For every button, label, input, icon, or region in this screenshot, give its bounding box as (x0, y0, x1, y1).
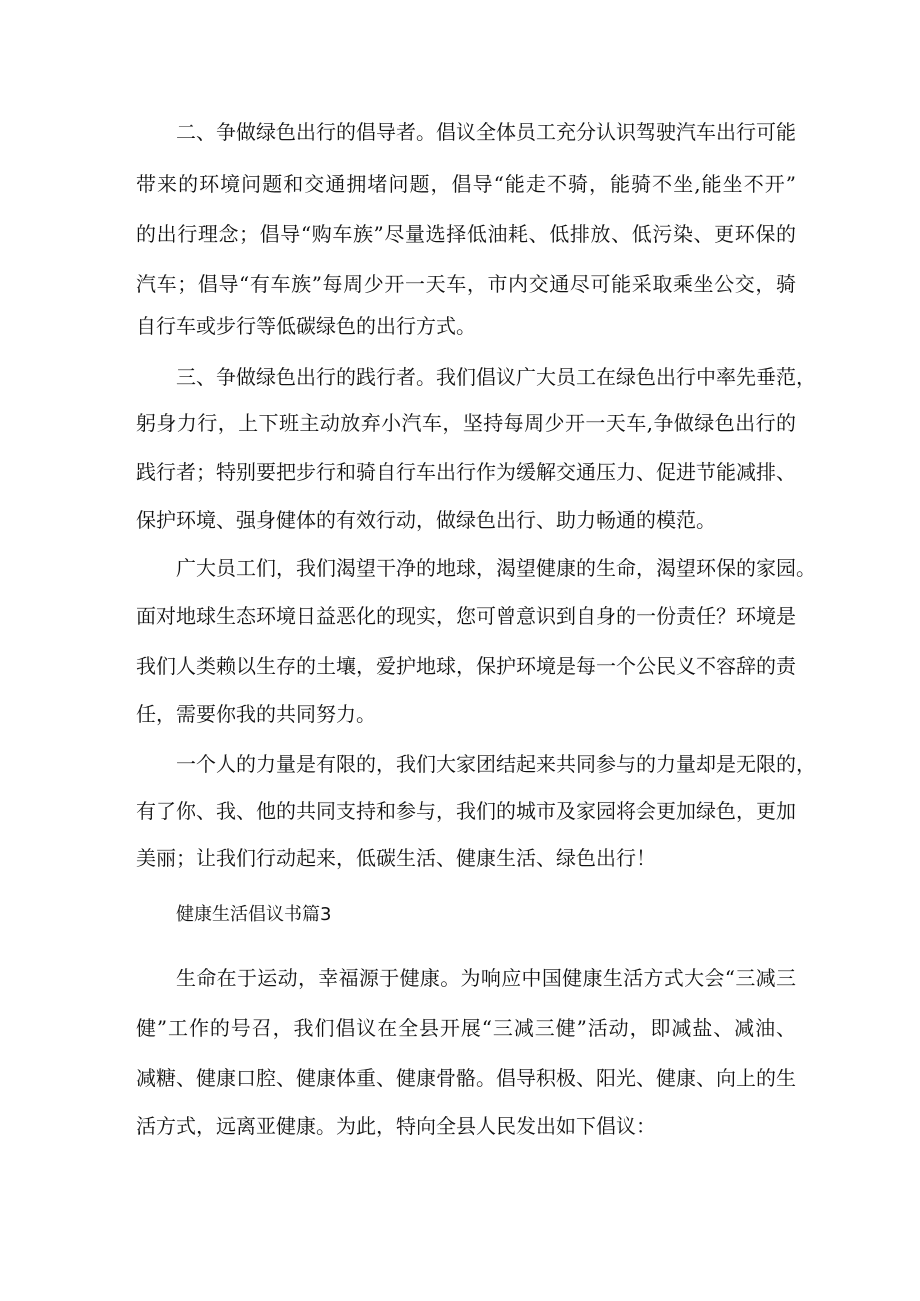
paragraph-line: 带来的环境问题和交通拥堵问题，倡导“能走不骑，能骑不坐,能坐不开” (136, 172, 796, 196)
paragraph-line: 我们人类赖以生存的土壤，爱护地球，保护环境是每一个公民义不容辞的责 (136, 654, 796, 678)
paragraph-line: 躬身力行，上下班主动放弃小汽车，坚持每周少开一天车,争做绿色出行的 (136, 411, 796, 435)
paragraph-line: 一个人的力量是有限的，我们大家团结起来共同参与的力量却是无限的， (176, 752, 816, 776)
paragraph-line: 自行车或步行等低碳绿色的出行方式。 (136, 314, 476, 338)
section-heading: 健康生活倡议书篇3 (176, 904, 332, 925)
paragraph-line: 面对地球生态环境日益恶化的现实，您可曾意识到自身的一份责任？环境是 (136, 604, 796, 628)
paragraph-line: 二、争做绿色出行的倡导者。倡议全体员工充分认识驾驶汽车出行可能 (176, 120, 796, 144)
paragraph-line: 践行者；特别要把步行和骑自行车出行作为缓解交通压力、促进节能减排、 (136, 460, 796, 484)
paragraph-line: 美丽；让我们行动起来，低碳生活、健康生活、绿色出行！ (136, 846, 656, 870)
paragraph-line: 活方式，远离亚健康。为此，特向全县人民发出如下倡议： (136, 1114, 656, 1138)
paragraph-line: 汽车；倡导“有车族”每周少开一天车，市内交通尽可能采取乘坐公交，骑 (136, 272, 796, 296)
paragraph-line: 任，需要你我的共同努力。 (136, 702, 376, 726)
paragraph-line: 健”工作的号召，我们倡议在全县开展“三减三健”活动，即减盐、减油、 (136, 1016, 796, 1040)
paragraph-line: 生命在于运动，幸福源于健康。为响应中国健康生活方式大会“三减三 (176, 966, 796, 990)
paragraph-line: 保护环境、强身健体的有效行动，做绿色出行、助力畅通的模范。 (136, 508, 716, 532)
paragraph-line: 广大员工们，我们渴望干净的地球，渴望健康的生命，渴望环保的家园。 (176, 556, 816, 580)
paragraph-line: 三、争做绿色出行的践行者。我们倡议广大员工在绿色出行中率先垂范， (176, 365, 816, 389)
paragraph-line: 的出行理念；倡导“购车族”尽量选择低油耗、低排放、低污染、更环保的 (136, 222, 796, 246)
paragraph-line: 有了你、我、他的共同支持和参与，我们的城市及家园将会更加绿色，更加 (136, 799, 796, 823)
paragraph-line: 减糖、健康口腔、健康体重、健康骨骼。倡导积极、阳光、健康、向上的生 (136, 1066, 796, 1090)
